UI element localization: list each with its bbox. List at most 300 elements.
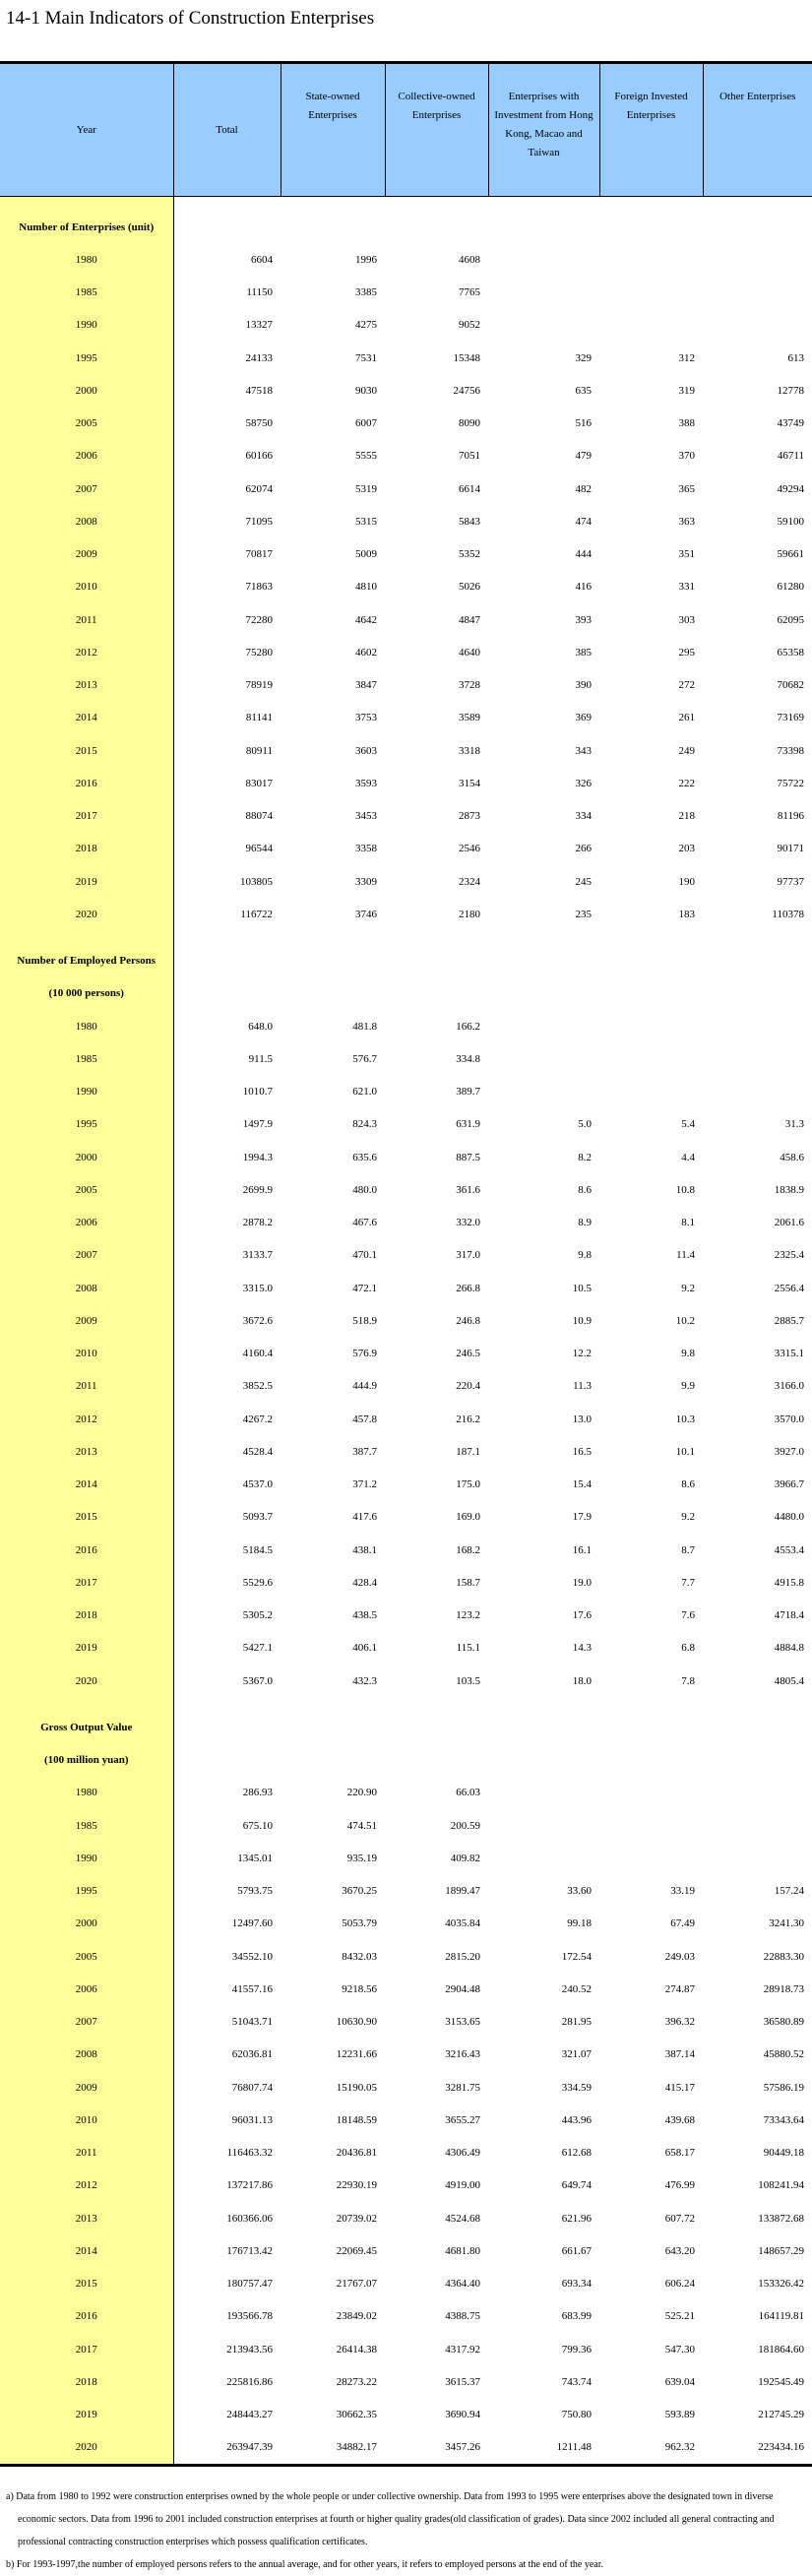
foreign-invested-cell: 388 (678, 417, 695, 430)
table-row (0, 1665, 812, 1697)
year-cell: 2008 (0, 505, 173, 537)
empty-cell (599, 211, 703, 243)
year-cell: 2015 (0, 734, 173, 767)
year-cell: 2008 (0, 1272, 173, 1304)
hk-macao-taiwan-cell: 390 (575, 679, 592, 692)
table-row (0, 1239, 812, 1272)
other-cell: 43749 (777, 417, 804, 430)
hk-macao-taiwan-cell: 750.80 (561, 2409, 592, 2421)
hk-macao-taiwan-cell (488, 277, 599, 309)
hk-macao-taiwan-cell: 5.0 (578, 1118, 592, 1131)
table-row (0, 277, 812, 309)
page-title: 14-1 Main Indicators of Construction Enterprises (6, 8, 375, 29)
indicators-table-container (0, 61, 812, 2467)
state-owned-cell: 444.9 (352, 1380, 377, 1393)
other-cell: 153326.42 (758, 2278, 804, 2291)
foreign-invested-cell: 249.03 (664, 1950, 695, 1963)
foreign-invested-cell (599, 1809, 703, 1842)
section-label: Number of Enterprises (unit) (0, 211, 173, 243)
footnote-b: b) For 1993-1997,the number of employed persons refers to the annual average, and for other years, it refers to employed persons at the end of the year. (6, 2559, 604, 2570)
section-spacer-row (0, 197, 812, 212)
year-cell: 2007 (0, 2006, 173, 2039)
state-owned-cell: 9218.56 (342, 1982, 377, 1995)
table-row (0, 1076, 812, 1108)
empty-cell (173, 1711, 281, 1743)
foreign-invested-cell: 67.49 (670, 1917, 695, 1930)
collective-owned-cell: 3728 (459, 679, 480, 692)
year-cell: 2015 (0, 2268, 173, 2300)
state-owned-cell: 21767.07 (336, 2278, 377, 2291)
year-cell: 2010 (0, 571, 173, 603)
state-owned-cell: 4642 (355, 613, 377, 626)
other-cell (703, 243, 812, 276)
collective-owned-cell: 4317.92 (445, 2343, 480, 2356)
table-row (0, 2169, 812, 2202)
spacer-year-cell (0, 931, 173, 945)
year-cell: 2020 (0, 2431, 173, 2466)
hk-macao-taiwan-cell: 10.9 (572, 1314, 592, 1327)
year-cell: 2005 (0, 408, 173, 440)
indicators-table (0, 61, 812, 2467)
hk-macao-taiwan-cell: 693.34 (561, 2278, 592, 2291)
empty-cell (703, 945, 812, 977)
other-cell: 97737 (777, 875, 804, 888)
state-owned-cell: 480.0 (352, 1183, 377, 1196)
section-label-row (0, 945, 812, 977)
total-cell: 80911 (245, 744, 273, 757)
table-row (0, 1777, 812, 1809)
year-cell: 1985 (0, 1042, 173, 1075)
other-cell: 73169 (777, 712, 804, 724)
foreign-invested-cell: 525.21 (664, 2310, 695, 2323)
year-cell: 2007 (0, 1239, 173, 1272)
total-cell: 116722 (240, 908, 273, 920)
year-cell: 1990 (0, 1842, 173, 1874)
hk-macao-taiwan-cell: 17.9 (572, 1511, 592, 1524)
total-cell: 263947.39 (173, 2431, 281, 2466)
state-owned-cell: 481.8 (352, 1020, 377, 1033)
other-cell: 181864.60 (758, 2343, 804, 2356)
state-owned-cell: 7531 (355, 351, 377, 364)
collective-owned-cell: 3655.27 (445, 2113, 480, 2126)
collective-owned-cell: 123.2 (456, 1609, 480, 1622)
spacer-cell (703, 1697, 812, 1711)
collective-owned-cell: 4035.84 (445, 1917, 480, 1930)
collective-owned-cell: 3154 (459, 777, 480, 789)
foreign-invested-cell: 183 (678, 908, 695, 920)
hk-macao-taiwan-cell: 743.74 (561, 2375, 592, 2388)
other-cell (703, 1042, 812, 1075)
empty-cell (599, 1744, 703, 1777)
table-row (0, 2333, 812, 2365)
state-owned-cell: 20436.81 (336, 2147, 377, 2160)
spacer-cell (281, 1697, 385, 1711)
spacer-cell (281, 197, 385, 212)
empty-cell (173, 211, 281, 243)
state-owned-cell: 470.1 (352, 1249, 377, 1262)
total-cell: 1345.01 (237, 1852, 273, 1864)
table-row (0, 2268, 812, 2300)
state-owned-cell: 34882.17 (281, 2431, 385, 2466)
table-row (0, 1469, 812, 1501)
foreign-invested-cell: 295 (678, 646, 695, 659)
total-cell: 116463.32 (226, 2147, 273, 2160)
table-row (0, 1207, 812, 1239)
year-cell: 2018 (0, 2365, 173, 2398)
hk-macao-taiwan-cell (488, 1777, 599, 1809)
state-owned-cell: 28273.22 (336, 2375, 377, 2388)
foreign-invested-cell: 363 (678, 515, 695, 528)
year-cell: 2000 (0, 374, 173, 407)
total-cell: 11150 (246, 286, 273, 299)
foreign-invested-cell (599, 1777, 703, 1809)
table-row (0, 767, 812, 799)
foreign-invested-cell: 10.2 (675, 1314, 695, 1327)
hk-macao-taiwan-cell: 17.6 (572, 1609, 592, 1622)
foreign-invested-cell: 607.72 (664, 2212, 695, 2225)
empty-cell (281, 211, 385, 243)
collective-owned-cell: 66.03 (456, 1787, 480, 1799)
state-owned-cell: 22069.45 (336, 2244, 377, 2257)
foreign-invested-cell: 387.14 (664, 2048, 695, 2061)
year-cell: 2011 (0, 603, 173, 636)
state-owned-cell: 20739.02 (336, 2212, 377, 2225)
state-owned-cell: 3603 (355, 744, 377, 757)
foreign-invested-cell: 8.1 (681, 1217, 695, 1229)
table-row (0, 636, 812, 668)
collective-owned-cell: 8090 (459, 417, 480, 430)
hk-macao-taiwan-cell: 393 (575, 613, 592, 626)
collective-owned-cell: 3457.26 (385, 2431, 488, 2466)
state-owned-cell: 406.1 (352, 1642, 377, 1655)
footnote-a: a) Data from 1980 to 1992 were construction enterprises owned by the whole people or under collective ownership. Data from 1993 to 1995 were enterprises above the designated town in diverse economic sectors. Data from 1996 to 2001 included construction enterprises at fourth or higher quality grades(old classification of grades). Data since 2002 included all general contracting and professional contracting construction enterprises which possess qualification certificates. (6, 2491, 775, 2547)
hk-macao-taiwan-cell: 334.59 (561, 2081, 592, 2094)
year-cell: 2012 (0, 1403, 173, 1435)
spacer-cell (488, 1697, 599, 1711)
state-owned-cell: 3309 (355, 875, 377, 888)
empty-cell (385, 211, 488, 243)
table-row (0, 2071, 812, 2104)
collective-owned-cell: 389.7 (456, 1086, 480, 1099)
empty-cell (599, 945, 703, 977)
collective-owned-cell: 3318 (459, 744, 480, 757)
table-row (0, 2006, 812, 2039)
table-row (0, 1338, 812, 1370)
collective-owned-cell: 4847 (459, 613, 480, 626)
foreign-invested-cell: 218 (678, 810, 695, 823)
collective-owned-cell: 24756 (453, 384, 480, 397)
hk-macao-taiwan-cell: 799.36 (561, 2343, 592, 2356)
state-owned-cell: 10630.90 (336, 2016, 377, 2029)
state-owned-cell: 8432.03 (342, 1950, 377, 1963)
total-cell: 4267.2 (242, 1413, 273, 1425)
spacer-cell (703, 931, 812, 945)
table-row (0, 538, 812, 571)
other-cell: 45880.52 (763, 2048, 804, 2061)
other-cell: 12778 (777, 384, 804, 397)
table-row (0, 309, 812, 342)
other-cell: 3166.0 (774, 1380, 804, 1393)
other-cell: 3966.7 (774, 1478, 804, 1491)
hk-macao-taiwan-cell: 266 (575, 843, 592, 855)
state-owned-cell: 1996 (355, 253, 377, 266)
hk-macao-taiwan-cell: 13.0 (572, 1413, 592, 1425)
table-row (0, 1403, 812, 1435)
year-cell: 2005 (0, 1173, 173, 1206)
other-cell: 59100 (777, 515, 804, 528)
year-cell: 2000 (0, 1141, 173, 1173)
empty-cell (488, 945, 599, 977)
collective-owned-cell: 4681.80 (445, 2244, 480, 2257)
spacer-cell (385, 931, 488, 945)
hk-macao-taiwan-cell (488, 1076, 599, 1108)
hk-macao-taiwan-cell: 8.9 (578, 1217, 592, 1229)
table-row (0, 342, 812, 374)
total-cell: 5093.7 (242, 1511, 273, 1524)
state-owned-cell: 30662.35 (336, 2409, 377, 2421)
collective-owned-cell: 3615.37 (445, 2375, 480, 2388)
table-row (0, 2234, 812, 2267)
header-other: Other Enterprises (703, 63, 812, 197)
foreign-invested-cell: 222 (678, 777, 695, 789)
spacer-cell (599, 197, 703, 212)
total-cell: 13327 (245, 319, 273, 332)
empty-cell (488, 977, 599, 1010)
foreign-invested-cell: 10.1 (675, 1445, 695, 1458)
year-cell: 2006 (0, 1207, 173, 1239)
other-cell: 2061.6 (774, 1217, 804, 1229)
hk-macao-taiwan-cell: 19.0 (572, 1576, 592, 1589)
total-cell: 78919 (245, 679, 273, 692)
year-cell: 2012 (0, 2169, 173, 2202)
year-cell: 1980 (0, 243, 173, 276)
table-row (0, 1600, 812, 1632)
state-owned-cell: 3593 (355, 777, 377, 789)
spacer-year-cell (0, 1697, 173, 1711)
header-state-owned: State-owned Enterprises (281, 63, 385, 197)
hk-macao-taiwan-cell: 245 (575, 875, 592, 888)
collective-owned-cell: 103.5 (456, 1674, 480, 1687)
hk-macao-taiwan-cell: 235 (575, 908, 592, 920)
year-cell: 2019 (0, 1632, 173, 1665)
empty-cell (488, 211, 599, 243)
collective-owned-cell: 2546 (459, 843, 480, 855)
total-cell: 5793.75 (237, 1885, 273, 1898)
hk-macao-taiwan-cell: 385 (575, 646, 592, 659)
year-cell: 2016 (0, 767, 173, 799)
other-cell: 2556.4 (774, 1282, 804, 1294)
table-row (0, 2104, 812, 2136)
other-cell (703, 277, 812, 309)
empty-cell (385, 1744, 488, 1777)
year-cell: 2017 (0, 2333, 173, 2365)
collective-owned-cell: 5352 (459, 548, 480, 561)
total-cell: 648.0 (248, 1020, 273, 1033)
collective-owned-cell: 4919.00 (445, 2179, 480, 2192)
other-cell (703, 1777, 812, 1809)
foreign-invested-cell: 10.3 (675, 1413, 695, 1425)
collective-owned-cell: 7765 (459, 286, 480, 299)
total-cell: 72280 (245, 613, 273, 626)
table-row (0, 603, 812, 636)
foreign-invested-cell: 7.8 (681, 1674, 695, 1687)
other-cell: 3570.0 (774, 1413, 804, 1425)
other-cell: 59661 (777, 548, 804, 561)
state-owned-cell: 22930.19 (336, 2179, 377, 2192)
header-total: Total (173, 63, 281, 197)
year-cell: 2020 (0, 898, 173, 930)
state-owned-cell: 387.7 (352, 1445, 377, 1458)
total-cell: 675.10 (242, 1819, 273, 1832)
spacer-cell (173, 197, 281, 212)
total-cell: 137217.86 (226, 2179, 273, 2192)
collective-owned-cell: 7051 (459, 450, 480, 463)
foreign-invested-cell: 365 (678, 482, 695, 495)
foreign-invested-cell: 643.20 (664, 2244, 695, 2257)
hk-macao-taiwan-cell: 661.67 (561, 2244, 592, 2257)
hk-macao-taiwan-cell: 482 (575, 482, 592, 495)
collective-owned-cell: 334.8 (456, 1052, 480, 1065)
year-cell: 2006 (0, 1973, 173, 2005)
other-cell: 49294 (777, 482, 804, 495)
total-cell: 286.93 (242, 1787, 273, 1799)
state-owned-cell: 5009 (355, 548, 377, 561)
collective-owned-cell: 115.1 (456, 1642, 480, 1655)
total-cell: 4160.4 (242, 1348, 273, 1360)
table-row (0, 1501, 812, 1534)
foreign-invested-cell: 9.2 (681, 1511, 695, 1524)
total-cell: 47518 (245, 384, 273, 397)
state-owned-cell: 472.1 (352, 1282, 377, 1294)
other-cell: 65358 (777, 646, 804, 659)
other-cell: 57586.19 (763, 2081, 804, 2094)
table-row (0, 2039, 812, 2071)
table-body (0, 197, 812, 2466)
total-cell: 60166 (245, 450, 273, 463)
empty-cell (173, 945, 281, 977)
foreign-invested-cell: 5.4 (681, 1118, 695, 1131)
hk-macao-taiwan-cell: 12.2 (572, 1348, 592, 1360)
hk-macao-taiwan-cell: 635 (575, 384, 592, 397)
state-owned-cell: 428.4 (352, 1576, 377, 1589)
other-cell (703, 309, 812, 342)
state-owned-cell: 23849.02 (336, 2310, 377, 2323)
year-cell: 2010 (0, 1338, 173, 1370)
hk-macao-taiwan-cell: 369 (575, 712, 592, 724)
hk-macao-taiwan-cell: 33.60 (567, 1885, 592, 1898)
other-cell: 3315.1 (774, 1348, 804, 1360)
other-cell: 4553.4 (774, 1543, 804, 1556)
foreign-invested-cell: 547.30 (664, 2343, 695, 2356)
foreign-invested-cell: 476.99 (664, 2179, 695, 2192)
other-cell: 28918.73 (763, 1982, 804, 1995)
other-cell: 458.6 (780, 1151, 804, 1163)
table-row (0, 1632, 812, 1665)
year-cell: 1990 (0, 309, 173, 342)
year-cell: 2017 (0, 1566, 173, 1599)
collective-owned-cell: 3153.65 (445, 2016, 480, 2029)
table-row (0, 1272, 812, 1304)
collective-owned-cell: 2180 (459, 908, 480, 920)
collective-owned-cell: 9052 (459, 319, 480, 332)
hk-macao-taiwan-cell: 281.95 (561, 2016, 592, 2029)
collective-owned-cell: 361.6 (456, 1183, 480, 1196)
collective-owned-cell: 887.5 (456, 1151, 480, 1163)
hk-macao-taiwan-cell: 11.3 (573, 1380, 592, 1393)
table-row (0, 2399, 812, 2431)
section-spacer-row (0, 931, 812, 945)
other-cell: 2885.7 (774, 1314, 804, 1327)
year-cell: 2009 (0, 2071, 173, 2104)
other-cell: 46711 (777, 450, 804, 463)
other-cell: 4480.0 (774, 1511, 804, 1524)
state-owned-cell: 5319 (355, 482, 377, 495)
year-cell: 2008 (0, 2039, 173, 2071)
other-cell: 61280 (777, 581, 804, 594)
spacer-cell (173, 931, 281, 945)
table-row (0, 800, 812, 833)
year-cell: 1995 (0, 342, 173, 374)
foreign-invested-cell (599, 1042, 703, 1075)
empty-cell (173, 1744, 281, 1777)
total-cell: 193566.78 (226, 2310, 273, 2323)
table-row (0, 898, 812, 930)
state-owned-cell: 371.2 (352, 1478, 377, 1491)
total-cell: 24133 (245, 351, 273, 364)
table-row (0, 2300, 812, 2333)
hk-macao-taiwan-cell: 334 (575, 810, 592, 823)
other-cell: 70682 (777, 679, 804, 692)
foreign-invested-cell: 7.6 (681, 1609, 695, 1622)
state-owned-cell: 4810 (355, 581, 377, 594)
table-row (0, 1534, 812, 1566)
foreign-invested-cell: 658.17 (664, 2147, 695, 2160)
collective-owned-cell: 332.0 (456, 1217, 480, 1229)
foreign-invested-cell: 962.32 (599, 2431, 703, 2466)
year-cell: 2014 (0, 702, 173, 734)
collective-owned-cell: 175.0 (456, 1478, 480, 1491)
table-row (0, 1370, 812, 1403)
state-owned-cell: 3358 (355, 843, 377, 855)
other-cell: 613 (787, 351, 804, 364)
empty-cell (599, 1711, 703, 1743)
total-cell: 2699.9 (242, 1183, 273, 1196)
state-owned-cell: 457.8 (352, 1413, 377, 1425)
year-cell: 1980 (0, 1777, 173, 1809)
year-cell: 2016 (0, 1534, 173, 1566)
year-cell: 1995 (0, 1875, 173, 1908)
collective-owned-cell: 5843 (459, 515, 480, 528)
foreign-invested-cell: 261 (678, 712, 695, 724)
foreign-invested-cell: 312 (678, 351, 695, 364)
table-row (0, 1108, 812, 1141)
hk-macao-taiwan-cell: 416 (575, 581, 592, 594)
state-owned-cell: 438.1 (352, 1543, 377, 1556)
total-cell: 1994.3 (242, 1151, 273, 1163)
total-cell: 1010.7 (242, 1086, 273, 1099)
table-row (0, 408, 812, 440)
foreign-invested-cell: 11.4 (676, 1249, 695, 1262)
hk-macao-taiwan-cell: 172.54 (561, 1950, 592, 1963)
spacer-year-cell (0, 197, 173, 212)
state-owned-cell: 432.3 (352, 1674, 377, 1687)
year-cell: 2012 (0, 636, 173, 668)
state-owned-cell: 5315 (355, 515, 377, 528)
table-header-row (0, 63, 812, 197)
total-cell: 83017 (245, 777, 273, 789)
year-cell: 1985 (0, 1809, 173, 1842)
year-cell: 2020 (0, 1665, 173, 1697)
